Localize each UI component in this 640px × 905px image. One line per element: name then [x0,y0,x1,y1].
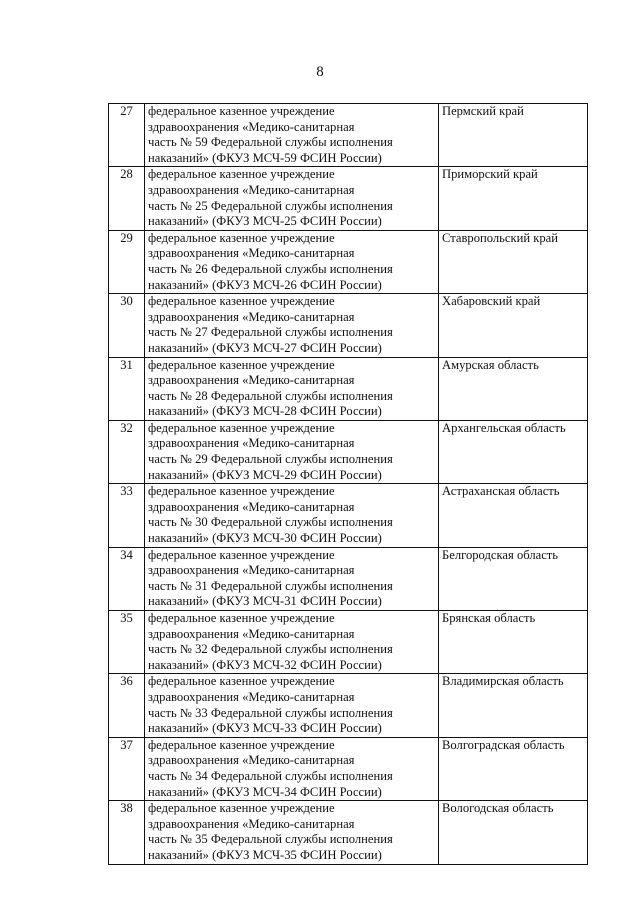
institution-name-line: федеральное казенное учреждение [148,547,335,562]
institution-name-line: здравоохранения «Медико-санитарная [148,309,355,324]
institution-name-line: федеральное казенное учреждение [148,230,335,245]
row-number: 32 [109,420,145,483]
institution-name-line: здравоохранения «Медико-санитарная [148,246,355,261]
region-cell: Вологодская область [439,801,588,864]
row-number: 33 [109,484,145,547]
table-row [109,357,588,420]
institution-name-line: наказаний» (ФКУЗ МСЧ-59 ФСИН России) [148,150,382,165]
institution-name-cell [145,230,439,293]
institution-name-line: часть № 59 Федеральной службы исполнения [148,135,393,150]
institution-name-line: наказаний» (ФКУЗ МСЧ-32 ФСИН России) [148,657,382,672]
institution-name-line: здравоохранения «Медико-санитарная [148,753,355,768]
institution-name-line: федеральное казенное учреждение [148,167,335,182]
institution-name-line: наказаний» (ФКУЗ МСЧ-25 ФСИН России) [148,214,382,229]
institution-name-cell [145,357,439,420]
row-number: 37 [109,737,145,800]
institution-name-cell [145,737,439,800]
institution-name-line: часть № 32 Федеральной службы исполнения [148,642,393,657]
table-row [109,484,588,547]
row-number: 28 [109,167,145,230]
region-cell: Архангельская область [439,420,588,483]
table-row [109,801,588,864]
row-number: 38 [109,801,145,864]
institution-name-line: наказаний» (ФКУЗ МСЧ-28 ФСИН России) [148,404,382,419]
page-number: 8 [316,64,324,80]
institution-name-line: федеральное казенное учреждение [148,294,335,309]
region-cell: Пермский край [439,104,588,167]
region-cell: Амурская область [439,357,588,420]
region-cell: Владимирская область [439,674,588,737]
institution-name-line: федеральное казенное учреждение [148,357,335,372]
institution-name-cell [145,294,439,357]
row-number: 30 [109,294,145,357]
institution-name-line: часть № 30 Федеральной службы исполнения [148,515,393,530]
institution-name-line: федеральное казенное учреждение [148,611,335,625]
region-cell: Волгоградская область [439,737,588,800]
table-row [109,230,588,293]
institution-name-line: федеральное казенное учреждение [148,484,335,499]
row-number: 27 [109,104,145,167]
institution-name-cell [145,104,439,167]
institution-name-line: наказаний» (ФКУЗ МСЧ-33 ФСИН России) [148,721,382,736]
institution-name-line: часть № 29 Федеральной службы исполнения [148,452,393,467]
table-row [109,674,588,737]
institution-name-line: наказаний» (ФКУЗ МСЧ-30 ФСИН России) [148,531,382,546]
institution-name-cell [145,674,439,737]
institution-name-line: часть № 26 Федеральной службы исполнения [148,261,393,276]
region-cell: Белгородская область [439,547,588,610]
table-body [109,104,588,865]
institution-name-line: часть № 28 Федеральной службы исполнения [148,388,393,403]
institution-name-cell [145,547,439,610]
row-number: 35 [109,611,145,674]
institution-name-line: часть № 34 Федеральной службы исполнения [148,768,393,783]
institution-name-line: здравоохранения «Медико-санитарная [148,499,355,514]
institution-name-line: наказаний» (ФКУЗ МСЧ-26 ФСИН России) [148,277,382,292]
table-row [109,104,588,167]
institution-name-line: федеральное казенное учреждение [148,104,335,118]
institution-name-line: наказаний» (ФКУЗ МСЧ-35 ФСИН России) [148,847,382,862]
table-row [109,420,588,483]
institution-name-cell [145,801,439,864]
institution-name-cell [145,611,439,674]
institution-name-line: здравоохранения «Медико-санитарная [148,182,355,197]
table-row [109,547,588,610]
institution-name-line: часть № 31 Федеральной службы исполнения [148,578,393,593]
institution-name-line: наказаний» (ФКУЗ МСЧ-31 ФСИН России) [148,594,382,609]
table-row [109,294,588,357]
institution-name-line: часть № 33 Федеральной службы исполнения [148,705,393,720]
institution-name-line: наказаний» (ФКУЗ МСЧ-29 ФСИН России) [148,467,382,482]
table-row [109,611,588,674]
region-cell: Брянская область [439,611,588,674]
institution-name-line: федеральное казенное учреждение [148,801,335,816]
institution-name-cell [145,420,439,483]
institution-name-line: часть № 25 Федеральной службы исполнения [148,198,393,213]
institution-name-cell [145,167,439,230]
institution-name-line: здравоохранения «Медико-санитарная [148,563,355,578]
institution-name-line: здравоохранения «Медико-санитарная [148,373,355,388]
institutions-table [108,103,588,865]
institution-name-line: наказаний» (ФКУЗ МСЧ-34 ФСИН России) [148,784,382,799]
region-cell: Хабаровский край [439,294,588,357]
institution-name-line: здравоохранения «Медико-санитарная [148,119,355,134]
row-number: 29 [109,230,145,293]
institution-name-line: здравоохранения «Медико-санитарная [148,436,355,451]
row-number: 31 [109,357,145,420]
institution-name-cell [145,484,439,547]
institution-name-line: федеральное казенное учреждение [148,674,335,689]
institution-name-line: федеральное казенное учреждение [148,737,335,752]
institution-name-line: наказаний» (ФКУЗ МСЧ-27 ФСИН России) [148,340,382,355]
institution-name-line: здравоохранения «Медико-санитарная [148,689,355,704]
region-cell: Ставропольский край [439,230,588,293]
institution-name-line: здравоохранения «Медико-санитарная [148,816,355,831]
institution-name-line: часть № 27 Федеральной службы исполнения [148,325,393,340]
row-number: 36 [109,674,145,737]
row-number: 34 [109,547,145,610]
institution-name-line: здравоохранения «Медико-санитарная [148,626,355,641]
institution-name-line: федеральное казенное учреждение [148,420,335,435]
institution-name-line: часть № 35 Федеральной службы исполнения [148,832,393,847]
table-row [109,167,588,230]
table-row [109,737,588,800]
region-cell: Астраханская область [439,484,588,547]
region-cell: Приморский край [439,167,588,230]
